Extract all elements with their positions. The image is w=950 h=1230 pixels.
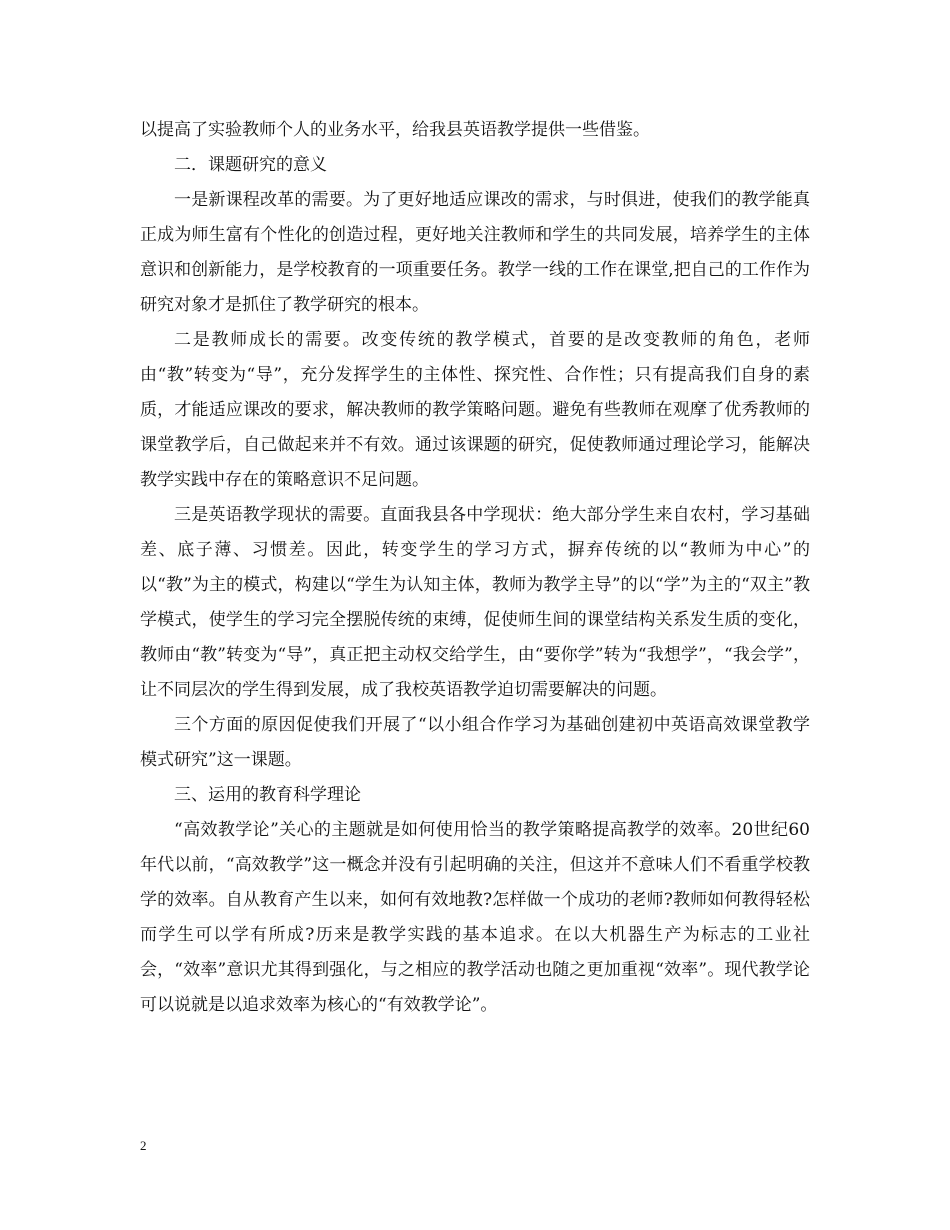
- section-heading-significance: 二．课题研究的意义: [174, 155, 327, 175]
- paragraph-three-reasons: 三个方面的原因促使我们开展了“以小组合作学习为基础创建初中英语高效课堂教学模式研究”这一课题。: [140, 715, 810, 770]
- page-number: 2: [140, 1138, 147, 1153]
- paragraph-english-status: 三是英语教学现状的需要。直面我县各中学现状：绝大部分学生来自农村，学习基础差、底子薄、习惯差。因此，转变学生的学习方式，摒弃传统的以“教师为中心”的以“教”为主的模式，构建以“学生为认知主体，教师为教学主导”的以“学”为主的“双主”教学模式，使学生的学习完全摆脱传统的束缚，促使师生间的课堂结构关系发生质的变化，教师由“教”转变为“导”，真正把主动权交给学生，由“要你学”转为“我想学”，“我会学”，让不同层次的学生得到发展，成了我校英语教学迫切需要解决的问题。: [140, 505, 810, 700]
- section-heading-theory: 三、运用的教育科学理论: [174, 785, 361, 805]
- paragraph-continued: 以提高了实验教师个人的业务水平，给我县英语教学提供一些借鉴。: [140, 120, 650, 140]
- paragraph-teacher-growth: 二是教师成长的需要。改变传统的教学模式，首要的是改变教师的角色，老师由“教”转变为“导”，充分发挥学生的主体性、探究性、合作性；只有提高我们自身的素质，才能适应课改的要求，解决教师的教学策略问题。避免有些教师在观摩了优秀教师的课堂教学后，自己做起来并不有效。通过该课题的研究，促使教师通过理论学习，能解决教学实践中存在的策略意识不足问题。: [140, 330, 810, 490]
- paragraph-efficient-teaching: “高效教学论”关心的主题就是如何使用恰当的教学策略提高教学的效率。20世纪60年代以前，“高效教学”这一概念并没有引起明确的关注，但这并不意味人们不看重学校教学的效率。自从教育产生以来，如何有效地教?怎样做一个成功的老师?教师如何教得轻松而学生可以学有所成?历来是教学实践的基本追求。在以大机器生产为标志的工业社会，“效率”意识尤其得到强化，与之相应的教学活动也随之更加重视“效率”。现代教学论可以说就是以追求效率为核心的“有效教学论”。: [140, 820, 810, 1015]
- document-body: [140, 113, 810, 1023]
- paragraph-curriculum-reform: 一是新课程改革的需要。为了更好地适应课改的需求，与时俱进，使我们的教学能真正成为师生富有个性化的创造过程，更好地关注教师和学生的共同发展，培养学生的主体意识和创新能力，是学校教育的一项重要任务。教学一线的工作在课堂,把自己的工作作为研究对象才是抓住了教学研究的根本。: [140, 190, 810, 315]
